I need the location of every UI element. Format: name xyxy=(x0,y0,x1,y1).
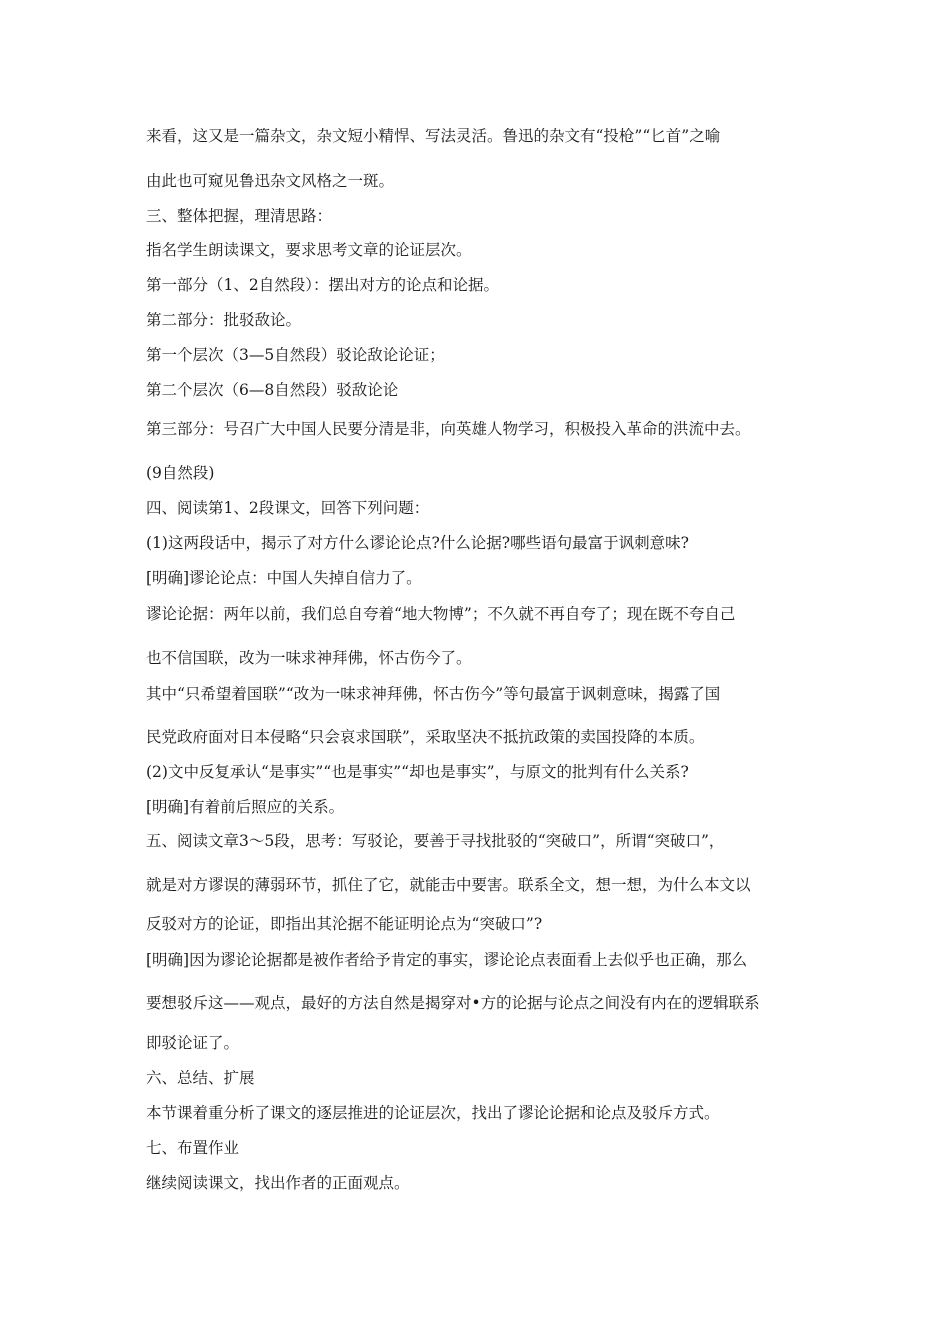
section-heading: 七、布置作业 xyxy=(146,1139,240,1157)
text-line: 其中“只希望着国联”“改为一味求神拜佛，怀古伤今”等句最富于讽刺意味，揭露了国 xyxy=(146,685,721,703)
text-line: [明确]有着前后照应的关系。 xyxy=(146,798,345,816)
text-line: 由此也可窥见鲁迅杂文风格之一斑。 xyxy=(146,172,395,190)
text-line: 第一个层次（3—5自然段）驳论敌论论证； xyxy=(146,346,445,364)
section-heading: 六、总结、扩展 xyxy=(146,1069,255,1087)
text-line: 继续阅读课文，找出作者的正面观点。 xyxy=(146,1174,410,1192)
text-line: 反驳对方的论证，即指出其沦据不能证明论点为“突破口”? xyxy=(146,915,543,933)
text-line: 第一部分（1、2自然段）：摆出对方的论点和论据。 xyxy=(146,276,499,294)
text-line: [明确]谬论论点：中国人失掉自信力了。 xyxy=(146,569,422,587)
text-line: 指名学生朗读课文，要求思考文章的论证层次。 xyxy=(146,241,472,259)
text-line: 谬论论据：两年以前，我们总自夸着“地大物博”；不久就不再自夸了；现在既不夸自己 xyxy=(146,605,736,623)
text-line: 要想驳斥这——观点，最好的方法自然是揭穿对•方的论据与论点之间没有内在的逻辑联系 xyxy=(146,994,760,1012)
text-line: 来看，这又是一篇杂文，杂文短小精悍、写法灵活。鲁迅的杂文有“投枪”“匕首”之喻 xyxy=(146,127,721,145)
text-line: (1)这两段话中，揭示了对方什么谬论论点?什么论据?哪些语句最富于讽刺意味? xyxy=(146,534,689,552)
text-line: 本节课着重分析了课文的逐层推进的论证层次，找出了谬论论据和论点及驳斥方式。 xyxy=(146,1104,720,1122)
text-line: [明确]因为谬论论据都是被作者给予肯定的事实，谬论论点表面看上去似乎也正确，那么 xyxy=(146,951,748,969)
text-line: 第二个层次（6—8自然段）驳敌论论 xyxy=(146,381,399,399)
text-line: 民党政府面对日本侵略“只会哀求国联”，采取坚决不抵抗政策的卖国投降的本质。 xyxy=(146,728,705,746)
text-line: 也不信国联，改为一味求神拜佛，怀古伤今了。 xyxy=(146,649,472,667)
section-heading: 四、阅读第1、2段课文，回答下列问题： xyxy=(146,499,430,517)
text-line: 即驳论证了。 xyxy=(146,1034,240,1052)
text-line: (2)文中反复承认“是事实”“也是事实”“却也是事实”，与原文的批判有什么关系? xyxy=(146,763,689,781)
text-line: (9自然段) xyxy=(146,464,215,482)
text-line: 第三部分：号召广大中国人民要分清是非，向英雄人物学习，积极投入革命的洪流中去。 xyxy=(146,420,751,438)
section-heading: 五、阅读文章3～5段，思考：写驳论，要善于寻找批驳的“突破口”，所谓“突破口”， xyxy=(146,832,725,850)
text-line: 第二部分：批驳敌论。 xyxy=(146,311,302,329)
section-heading: 三、整体把握，理清思路： xyxy=(146,207,333,225)
text-line: 就是对方谬误的薄弱环节，抓住了它，就能击中要害。联系全文，想一想，为什么本文以 xyxy=(146,876,751,894)
